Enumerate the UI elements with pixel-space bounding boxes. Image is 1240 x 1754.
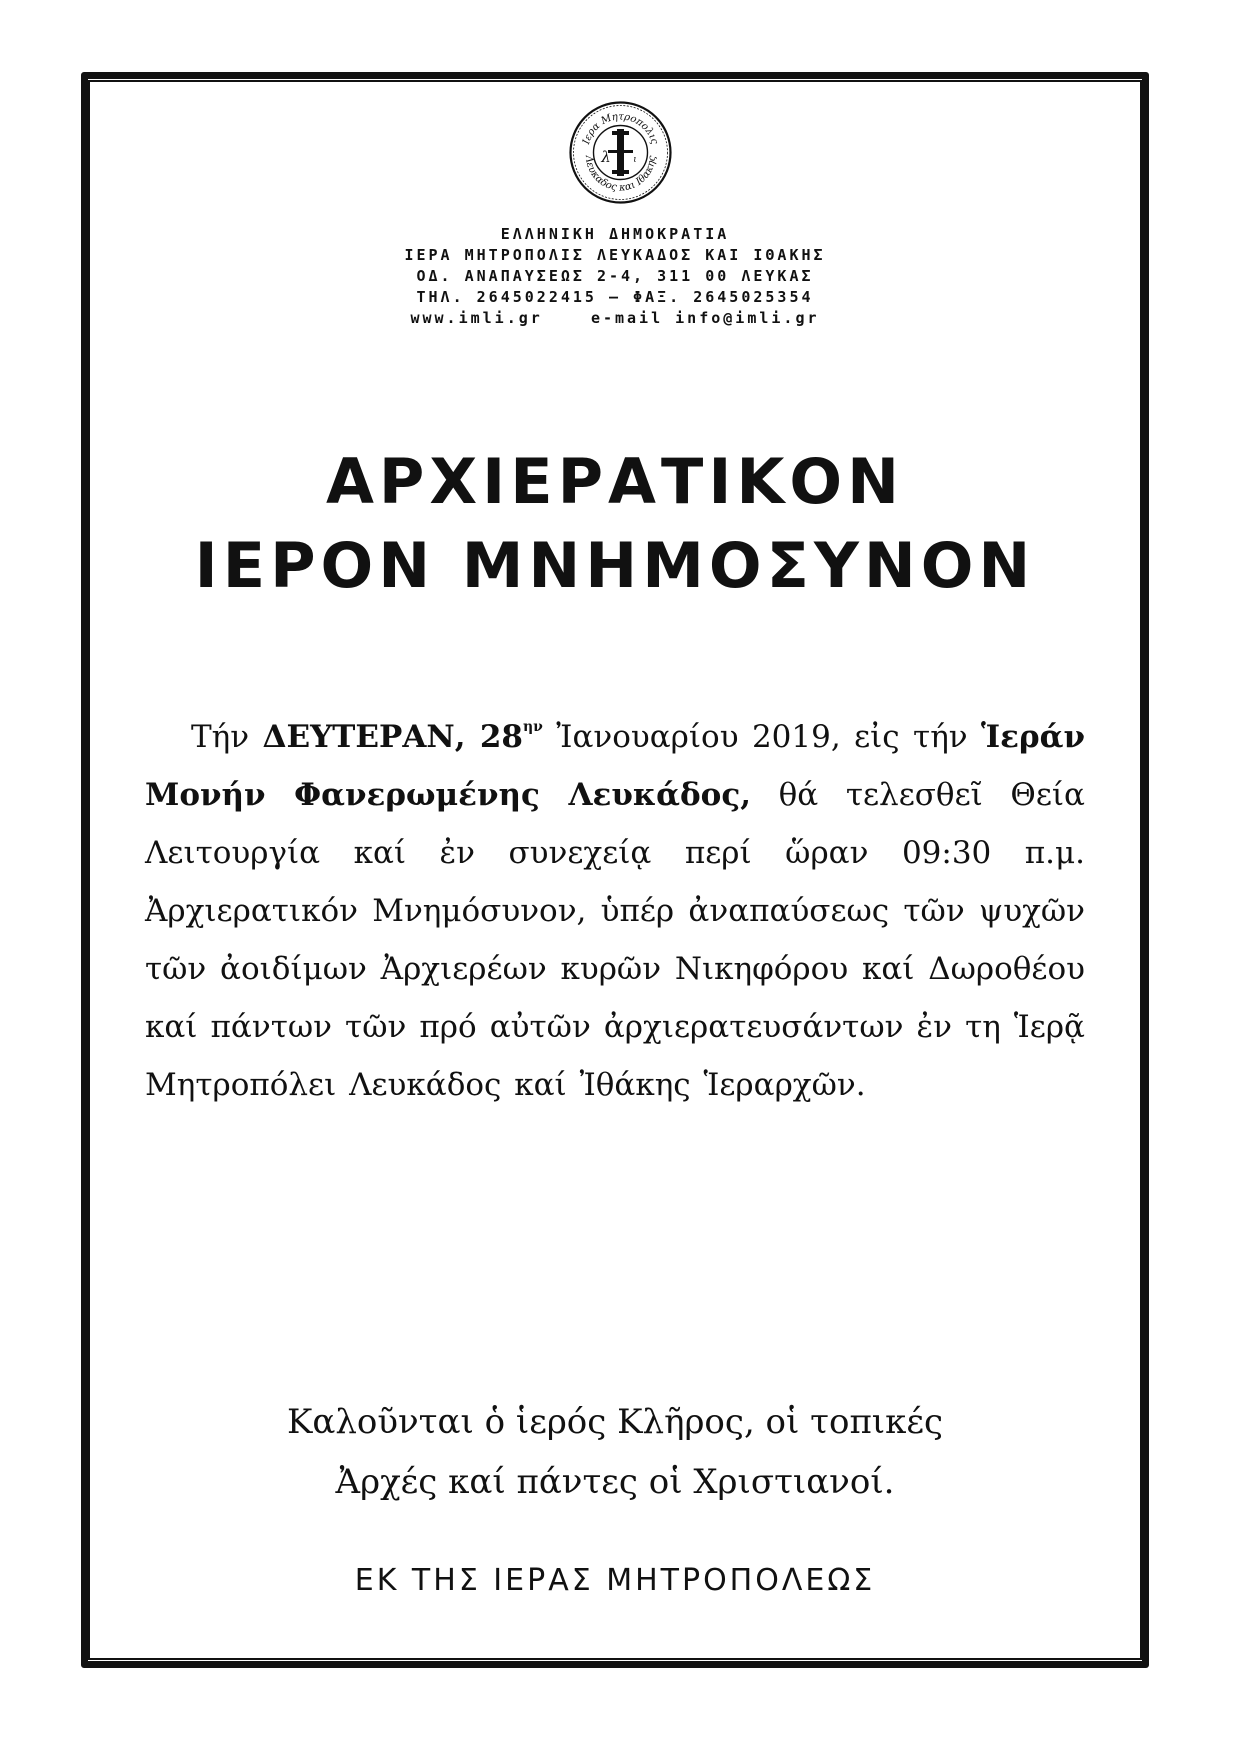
svg-text:Λευκαδος και Ιθακης: Λευκαδος και Ιθακης — [582, 155, 659, 194]
letterhead-metropolis: ΙΕΡΑ ΜΗΤΡΟΠΟΛΙΣ ΛΕΥΚΑΔΟΣ ΚΑΙ ΙΘΑΚΗΣ — [404, 246, 826, 264]
announcement-date: Ἰανουαρίου 2019, εἰς τήν — [542, 719, 982, 755]
website-link[interactable]: www.imli.gr — [410, 309, 543, 327]
page-title — [88, 440, 1142, 608]
announcement-paragraph — [145, 698, 1085, 1114]
email-link[interactable]: e-mail info@imli.gr — [590, 309, 820, 327]
announcement-details: θά τελεσθεῖ Θεία Λειτουργία καί ἐν συνεχείᾳ περί ὥραν 09:30 π.μ. Ἀρχιερατικόν Μνημόσυνον, ὑπέρ ἀναπαύσεως τῶν ψυχῶν τῶν ἀοιδίμων Ἀρχιερέων κυρῶν Νικηφόρου καί Δωροθέου καί πάντων τῶν πρό αὐτῶν ἀρχιερατευσάντων ἐν τη Ἱερᾷ Μητροπόλει Λευκάδος καί Ἰθάκης Ἱεραρχῶν. — [145, 777, 1085, 1103]
letterhead-web — [88, 308, 1142, 329]
closing-line-2: Ἀρχές καί πάντες οἱ Χριστιανοί. — [335, 1462, 895, 1502]
letterhead-country: ΕΛΛΗΝΙΚΗ ΔΗΜΟΚΡΑΤΙΑ — [500, 225, 730, 243]
svg-text:λ: λ — [601, 148, 611, 166]
letterhead — [88, 224, 1142, 329]
announcement-day: ΔΕΥΤΕΡΑΝ, 28 — [262, 719, 523, 755]
title-line-2: ΙΕΡΟΝ ΜΝΗΜΟΣΥΝΟΝ — [194, 529, 1036, 602]
svg-text:ι: ι — [633, 155, 637, 165]
letterhead-phone-fax: ΤΗΛ. 2645022415 – ΦΑΞ. 2645025354 — [416, 288, 814, 306]
title-line-1: ΑΡΧΙΕΡΑΤΙΚΟΝ — [325, 445, 905, 518]
announcement-day-suffix: ην — [522, 719, 543, 735]
invitation-closing — [88, 1392, 1142, 1512]
svg-text:Ιερα Μητροπολις: Ιερα Μητροπολις — [581, 111, 660, 146]
announcement-intro: Τήν — [191, 719, 263, 755]
closing-line-1: Καλοῦνται ὁ ἱερός Κλῆρος, οἱ τοπικές — [286, 1402, 944, 1442]
signature: ΕΚ ΤΗΣ ΙΕΡΑΣ ΜΗΤΡΟΠΟΛΕΩΣ — [354, 1563, 876, 1598]
metropolis-seal-logo — [568, 100, 673, 205]
letterhead-address: ΟΔ. ΑΝΑΠΑΥΣΕΩΣ 2-4, 311 00 ΛΕΥΚΑΣ — [416, 267, 814, 285]
announcement-place: Ἱεράν Μονήν Φανερωμένης Λευκάδος, — [145, 719, 1085, 813]
